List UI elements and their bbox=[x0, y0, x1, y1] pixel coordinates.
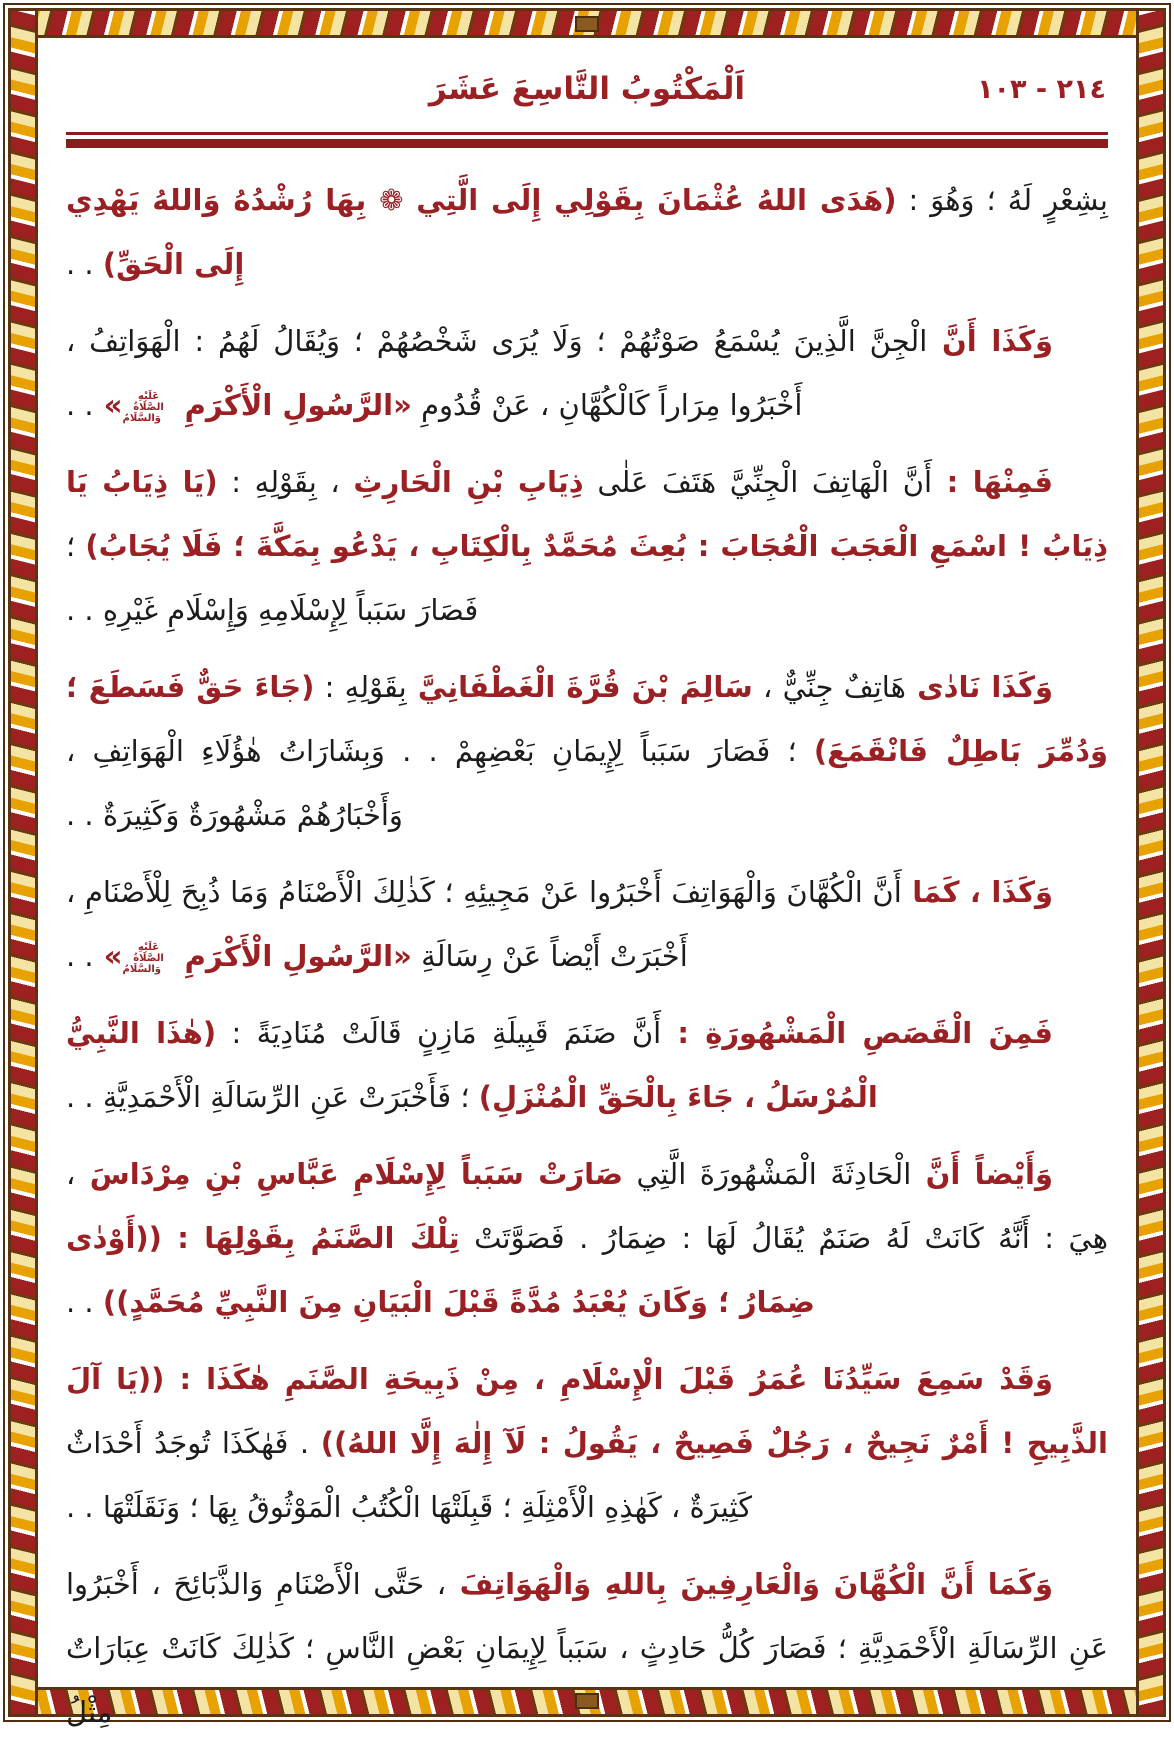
paragraph bbox=[66, 309, 1108, 437]
text-run: أَنَّ الْكُهَّانَ وَالْهَوَاتِفَ أَخْبَرُوا عَنْ مَجِيئِهِ ؛ كَذٰلِكَ الْأَصْنَامُ وَمَا ذُبِحَ لِلْأَصْنَامِ ، أَخْبَرَتْ أَيْضاً عَنْ رِسَالَةِ bbox=[66, 875, 902, 973]
quote-run: (هَدَى اللهُ عُثْمَانَ بِقَوْلِي إِلَى الَّتِي ❁ بِهَا رُشْدُهُ وَاللهُ يَهْدِي إِلَى الْحَقِّ) bbox=[66, 183, 897, 281]
paragraph bbox=[66, 1552, 1108, 1744]
emphasis-run: «الرَّسُولِ الْأَكْرَمِ bbox=[174, 388, 412, 422]
text-run: . . bbox=[66, 939, 94, 973]
paragraph bbox=[66, 1001, 1108, 1129]
text-run: ، بِقَوْلِهِ : bbox=[217, 465, 354, 499]
header-rule-thick bbox=[66, 139, 1108, 148]
text-run: هَاتِفٌ جِنِّيٌّ ، bbox=[752, 670, 906, 704]
emphasis-run: فَمِنْهَا : bbox=[932, 465, 1054, 499]
page-header bbox=[66, 58, 1108, 122]
text-run: . . bbox=[66, 247, 103, 281]
frame-border-right bbox=[1136, 8, 1166, 1717]
emphasis-run: » bbox=[93, 388, 123, 422]
paragraph bbox=[66, 655, 1108, 847]
text-run: الْجِنَّ الَّذِينَ يُسْمَعُ صَوْتُهُمْ ؛ وَلَا يُرَى شَخْصُهُمْ ؛ وَيُقَالُ لَهُمُ : الْهَوَاتِفُ ، أَخْبَرُوا مِرَاراً كَالْكُهَّانِ ، عَنْ قُدُومِ bbox=[66, 324, 928, 422]
quote-run: (جَاءَ حَقٌّ فَسَطَعَ ؛ وَدُمِّرَ بَاطِلٌ فَانْقَمَعَ) bbox=[66, 670, 1109, 768]
salawat-honorific: عَلَيْهِ الصَّلَاةُ وَالسَّلَامُ bbox=[122, 941, 164, 975]
page-title: اَلْمَكْتُوبُ التَّاسِعَ عَشَرَ bbox=[428, 71, 746, 107]
emphasis-run: وَكَذَا نَادٰى bbox=[905, 670, 1053, 704]
emphasis-run: » bbox=[93, 939, 123, 973]
paragraph bbox=[66, 168, 1108, 296]
text-run: بِقَوْلِهِ : bbox=[314, 670, 407, 704]
text-run: أَنَّ الْهَاتِفَ الْجِنِّيَّ هَتَفَ عَلٰى bbox=[583, 465, 933, 499]
text-run: . . bbox=[66, 388, 94, 422]
page-numbers: ٢١٤ - ١٠٣ bbox=[977, 74, 1106, 105]
body-text bbox=[66, 168, 1108, 1744]
paragraph bbox=[66, 450, 1108, 642]
paragraph bbox=[66, 860, 1108, 988]
header-rules bbox=[66, 132, 1108, 148]
page-content bbox=[66, 58, 1109, 1729]
header-rule-thin bbox=[66, 132, 1108, 135]
paragraph bbox=[66, 1142, 1108, 1334]
text-run: ؛ فَصَارَ سَبَباً لِإِيمَانِ بَعْضِهِمْ . . وَبِشَارَاتُ هٰؤُلَاءِ الْهَوَاتِفِ ، وَأَخْبَارُهُمْ مَشْهُورَةٌ وَكَثِيرَةٌ . . bbox=[66, 734, 814, 832]
emphasis-run: ذِيَابِ بْنِ الْحَارِثِ bbox=[353, 465, 584, 499]
emphasis-run: وَأَيْضاً أَنَّ bbox=[911, 1157, 1053, 1191]
emphasis-run: وَكَمَا أَنَّ الْكُهَّانَ وَالْعَارِفِينَ بِاللهِ وَالْهَوَاتِفَ bbox=[446, 1567, 1053, 1601]
text-run: بِشِعْرٍ لَهُ ؛ وَهُوَ : bbox=[896, 183, 1108, 217]
frame-center-ornament-top bbox=[575, 16, 599, 32]
quote-run: وَقَدْ سَمِعَ سَيِّدُنَا عُمَرُ قَبْلَ الْإِسْلَامِ ، مِنْ ذَبِيحَةِ الصَّنَمِ هٰكَذَا : ((يَا آلَ الذَّبِيحِ ! أَمْرٌ نَجِيحٌ ، رَجُلٌ فَصِيحٌ ، يَقُولُ : لَآ إِلٰهَ إِلَّا اللهُ)) bbox=[66, 1362, 1108, 1460]
frame-border-left bbox=[8, 8, 38, 1717]
text-run: ؛ فَصَارَ سَبَباً لِإِسْلَامِهِ وَإِسْلَامِ غَيْرِهِ . . bbox=[66, 529, 479, 627]
quote-run: تِلْكَ الصَّنَمُ بِقَوْلِهَا : ((أَوْدٰى ضِمَارُ ؛ وَكَانَ يُعْبَدُ مُدَّةً قَبْلَ الْبَيَانِ مِنَ النَّبِيِّ مُحَمَّدٍ)) bbox=[66, 1221, 815, 1319]
paragraph bbox=[66, 1347, 1108, 1539]
emphasis-run: وَكَذَا أَنَّ bbox=[927, 324, 1053, 358]
salawat-honorific: عَلَيْهِ الصَّلَاةُ وَالسَّلَامُ bbox=[122, 390, 164, 424]
text-run: ، هِيَ : أَنَّهُ كَانَتْ لَهُ صَنَمٌ يُقَالُ لَهَا : ضِمَارُ . فَصَوَّتَتْ bbox=[66, 1157, 1109, 1255]
emphasis-run: فَمِنَ الْقَصَصِ الْمَشْهُورَةِ : bbox=[661, 1016, 1053, 1050]
text-run: ، حَتَّى الْأَصْنَامِ وَالذَّبَائِحَ ، أَخْبَرُوا عَنِ الرِّسَالَةِ الْأَحْمَدِيَّةِ ؛ فَصَارَ كُلُّ حَادِثٍ ، سَبَباً لِإِيمَانِ بَعْضِ النَّاسِ ؛ كَذٰلِكَ كَانَتْ عِبَارَاتٌ مِثْلُ bbox=[66, 1567, 1108, 1729]
text-run: . . bbox=[66, 1285, 103, 1319]
emphasis-run: «الرَّسُولِ الْأَكْرَمِ bbox=[174, 939, 412, 973]
emphasis-run: صَارَتْ سَبَباً لِإِسْلَامِ عَبَّاسِ بْنِ مِرْدَاسَ bbox=[75, 1157, 624, 1191]
text-run: ؛ فَأَخْبَرَتْ عَنِ الرِّسَالَةِ الْأَحْمَدِيَّةِ . . bbox=[66, 1080, 479, 1114]
quote-run: (يَا ذِيَابُ يَا ذِيَابُ ! اسْمَعِ الْعَجَبَ الْعُجَابَ : بُعِثَ مُحَمَّدٌ بِالْكِتَابِ ، يَدْعُو بِمَكَّةَ ؛ فَلَا يُجَابُ) bbox=[66, 465, 1108, 563]
text-run: . فَهٰكَذَا تُوجَدُ أَحْدَاثٌ كَثِيرَةٌ ، كَهٰذِهِ الْأَمْثِلَةِ ؛ قَبِلَتْهَا الْكُتُبُ الْمَوْثُوقُ بِهَا ؛ وَنَقَلَتْهَا . . bbox=[66, 1426, 753, 1524]
emphasis-run: سَالِمَ بْنَ قُرَّةَ الْغَطْفَانِيَّ bbox=[406, 670, 753, 704]
text-run: أَنَّ صَنَمَ قَبِيلَةِ مَازِنٍ قَالَتْ مُنَادِيَةً : bbox=[216, 1016, 662, 1050]
text-run: الْحَادِثَةَ الْمَشْهُورَةَ الَّتِي bbox=[623, 1157, 912, 1191]
quote-run: (هٰذَا النَّبِيُّ الْمُرْسَلُ ، جَاءَ بِالْحَقِّ الْمُنْزَلِ) bbox=[66, 1016, 878, 1114]
emphasis-run: وَكَذَا ، كَمَا bbox=[901, 875, 1053, 909]
